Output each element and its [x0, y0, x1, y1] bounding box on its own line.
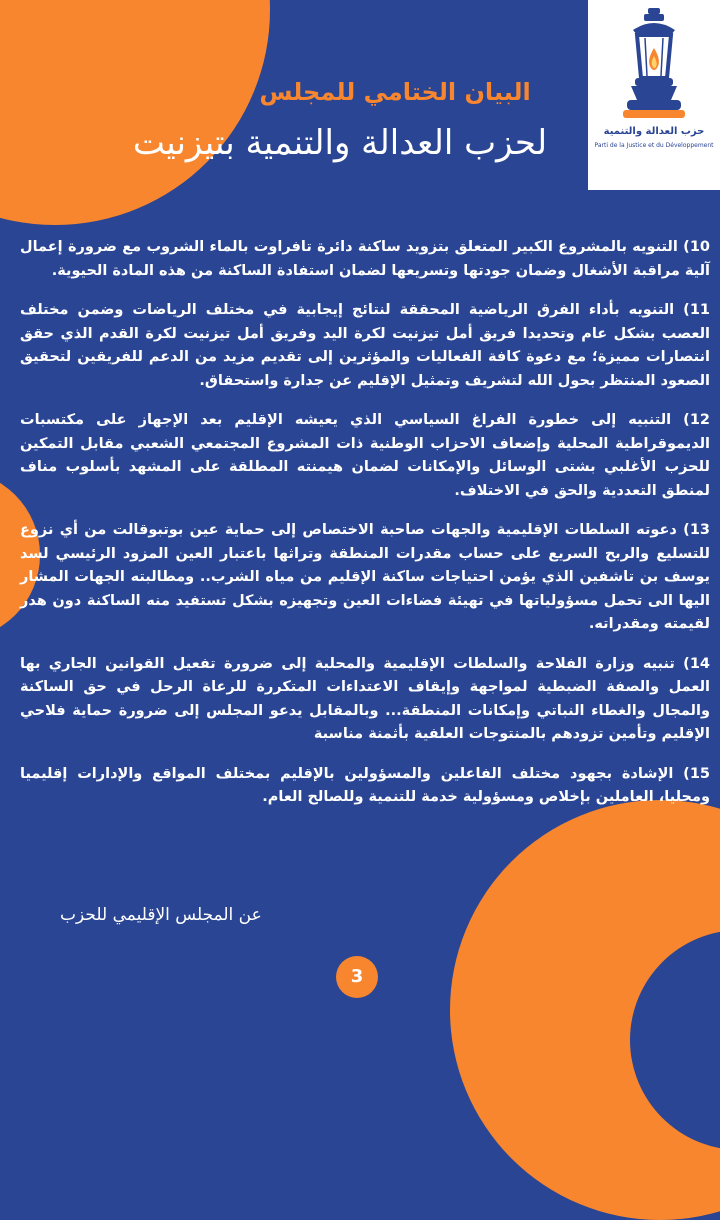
statement-item-10: 10) التنويه بالمشروع الكبير المتعلق بتزويد ساكنة دائرة تافراوت بالماء الشروب مع ضرورة إعمال آلية مراقبة الأشغال وضمان جودتها وتسريعها لضمان استفادة الساكنة من هذه المادة الحيوية.: [20, 239, 710, 279]
signature-line: عن المجلس الإقليمي للحزب: [60, 905, 262, 925]
statement-item-11: 11) التنويه بأداء الفرق الرياضية المحققة لنتائج إيجابية في مختلف الرياضات وضمن مختلف العصب بشكل عام وتحديدا فريق أمل تيزنيت لكرة اليد وفريق أمل تيزنيت لكرة القدم الذي حقق انتصارات مميزة؛ مع دعوة كافة الفعاليات والمؤثرين إلى تقديم مزيد من الدعم للفريقين لتحقيق الصعود المنتظر بحول الله لتشريف وتمثيل الإقليم عن جدارة واستحقاق.: [20, 302, 710, 389]
statement-item-14: 14) تنبيه وزارة الفلاحة والسلطات الإقليمية والمحلية إلى ضرورة تفعيل القوانين الجاري بها العمل والصفة الضبطية لمواجهة وإيقاف الاعتداءات المتكررة للرعاة الرحل في حق الساكنة والمجال والغطاء النباتي وإمكانات المنطقة... وبالمقابل يدعو المجلس إلى ضرورة حماية فلاحي الإقليم وتأمين تزودهم بالمنتوجات العلفية بأثمنة مناسبة: [20, 655, 710, 742]
logo-name-arabic: حزب العدالة والتنمية: [603, 126, 705, 137]
statement-item-12: 12) التنبيه إلى خطورة الفراغ السياسي الذي يعيشه الإقليم بعد الإجهاز على مكتسبات الديموقراطية المحلية وإضعاف الاحزاب الوطنية ذات المشروع المجتمعي الشعبي مقابل التمكين للحزب الأغلبي بشتى الوسائل والإمكانات لضمان هيمنته المطلقة على المشهد بأسلوب مناف لمنطق التعددية والحق في الاختلاف.: [20, 412, 710, 499]
logo-name-french: Parti de la Justice et du Développement: [594, 142, 714, 149]
document-title: البيان الختامي للمجلس الإقليمي: [149, 78, 531, 106]
party-logo: [588, 0, 720, 190]
lantern-icon: [611, 8, 697, 126]
decor-circle-top-left: [0, 0, 270, 225]
statement-body: [20, 236, 710, 826]
page-number-badge: 3: [336, 956, 378, 998]
document-subtitle: لحزب العدالة والتنمية بتيزنيت: [132, 123, 548, 163]
statement-item-13: 13) دعوته السلطات الإقليمية والجهات صاحبة الاختصاص إلى حماية عين بوتبوقالت من أي نزوع للتسليع والربح السريع على حساب مقدرات المنطقة وتراثها باعتبار العين المزود الرئيسي لسد يوسف بن تاشفين الذي يؤمن احتياجات ساكنة الإقليم من مياه الشرب.. ومطالبته الجهات المشار اليها الى تحمل مسؤولياتها في تهيئة فضاءات العين وتجهيزه بشكل تستفيد منه الساكنة دون هدر لقيمته ومقدراته.: [20, 522, 710, 632]
statement-item-15: 15) الإشادة بجهود مختلف الفاعلين والمسؤولين بالإقليم بمختلف المواقع والإدارات إقليميا ومحليا، العاملين بإخلاص ومسؤولية خدمة للتنمية وللصالح العام.: [20, 765, 710, 805]
